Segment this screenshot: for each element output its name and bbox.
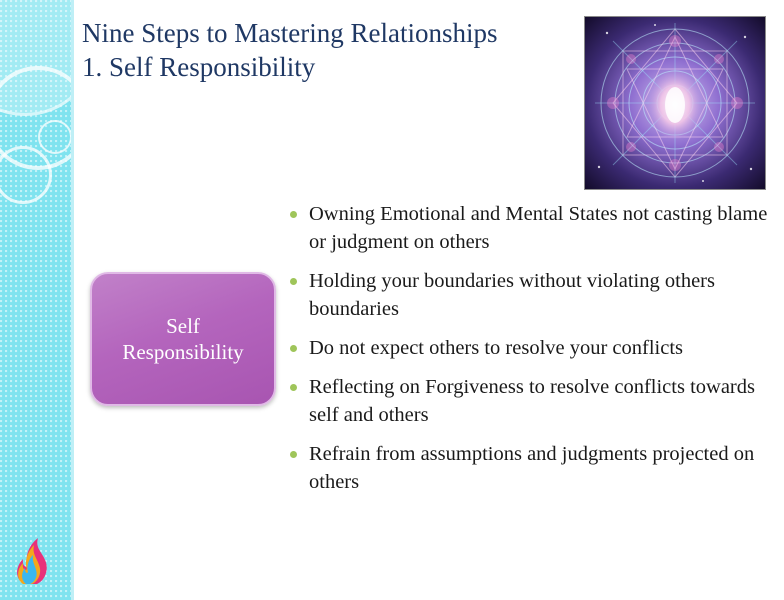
bullet-text: Holding your boundaries without violating others boundaries [309, 270, 715, 320]
slide-side-decoration [0, 0, 74, 600]
self-responsibility-callout [90, 272, 276, 406]
bullet-dot-icon [290, 278, 297, 285]
list-item [290, 373, 768, 429]
bullet-dot-icon [290, 211, 297, 218]
bullet-dot-icon [290, 345, 297, 352]
bullet-dot-icon [290, 384, 297, 391]
callout-label: Self Responsibility [122, 314, 244, 364]
slide-title-line-2: 1. Self Responsibility [82, 52, 316, 82]
bullet-text: Refrain from assumptions and judgments projected on others [309, 443, 755, 493]
list-item [290, 440, 768, 496]
mandala-artwork-image [584, 16, 766, 190]
bullet-text: Do not expect others to resolve your conflicts [309, 337, 684, 359]
bullet-list [290, 200, 768, 507]
bullet-dot-icon [290, 451, 297, 458]
slide-title [82, 16, 592, 84]
decorative-circle-small [0, 146, 52, 204]
bullet-text: Owning Emotional and Mental States not casting blame or judgment on others [309, 203, 768, 253]
slide-title-line-1: Nine Steps to Mastering Relationships [82, 18, 498, 48]
flame-logo-icon [10, 534, 58, 586]
list-item [290, 267, 768, 323]
decorative-circle-tiny [38, 120, 72, 154]
list-item [290, 334, 768, 362]
list-item [290, 200, 768, 256]
bullet-text: Reflecting on Forgiveness to resolve conflicts towards self and others [309, 376, 755, 426]
